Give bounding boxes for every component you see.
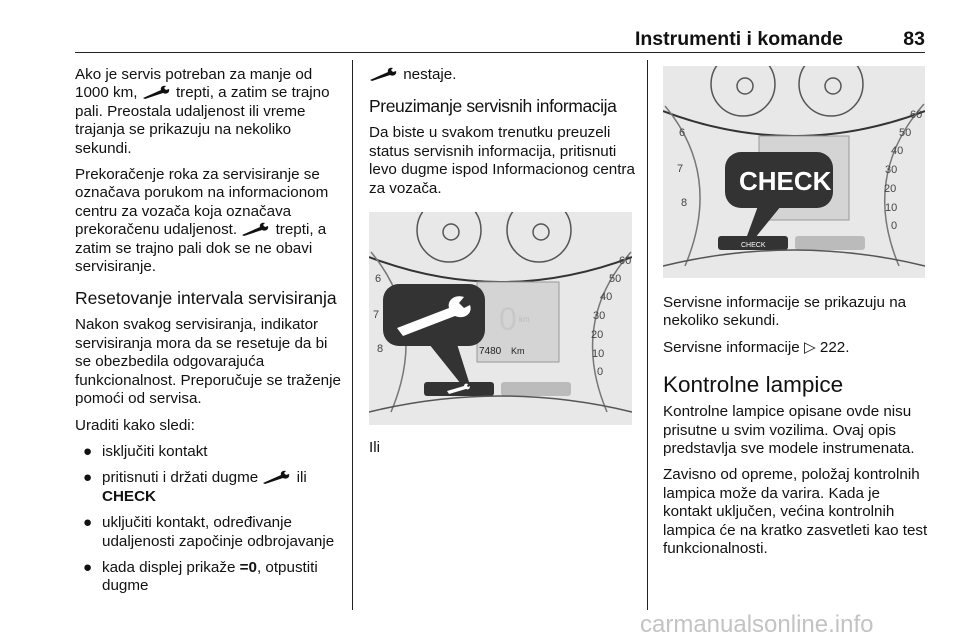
page-header-title: Instrumenti i komande	[634, 28, 843, 50]
gauge-tick-label: 40	[891, 145, 904, 157]
gauge-tick-label: 10	[885, 202, 898, 214]
right-column	[663, 66, 928, 566]
page-reference-arrow-icon: ▷	[803, 338, 816, 356]
paragraph-reference	[663, 339, 928, 357]
step-text: uključiti kontakt, određivanje udaljenosti započinje odbrojavanje	[102, 514, 335, 550]
bullet-icon: ●	[83, 558, 93, 576]
gauge-tick-label: 20	[591, 329, 604, 342]
heading-download-service-info: Preuzimanje servisnih informacija	[369, 96, 617, 117]
paragraph-steps-intro: Uraditi kako sledi:	[75, 416, 195, 434]
para2-text-after: trepti, a zatim se trajno pali dok se ne obavi servisiranje.	[75, 221, 327, 276]
page-number: 83	[903, 28, 925, 50]
wrench-icon	[142, 85, 172, 99]
figure-check-display	[663, 66, 925, 278]
gauge-tick-label: 20	[884, 183, 897, 195]
paragraph-download-info: Da biste u svakom trenutku preuzeli status servisnih informacija, pritisnuti levo dugme ispod Informacionog centra za vozača.	[369, 124, 635, 197]
footer-watermark: carmanualsonline.info	[640, 611, 874, 638]
list-item	[75, 469, 345, 506]
check-button-label: CHECK	[741, 242, 766, 249]
wrench-icon	[262, 470, 292, 484]
para1-text-before: Ako je servis potreban za manje od 1000 km,	[75, 66, 313, 102]
step-text: pritisnuti i držati dugme	[102, 469, 259, 487]
reference-page-link[interactable]: 222.	[819, 338, 850, 356]
middle-column	[369, 66, 635, 465]
gauge-tick-label: 6	[375, 273, 382, 286]
gauge-tick-label: 50	[609, 273, 622, 286]
paragraph-reset-info: Nakon svakog servisiranja, indikator servisiranja mora da se resetuje da bi se obezbedila odgovarajuća funkcionalnost. Preporučuje se traženje pomoći od servisa.	[75, 316, 341, 408]
step-text-zero: =0	[239, 558, 257, 576]
instrument-cluster-illustration	[369, 212, 632, 425]
gauge-tick-label: 60	[619, 255, 632, 268]
paragraph-overdue	[75, 166, 345, 276]
step-text: kada displej prikaže	[102, 558, 236, 576]
wrench-icon	[241, 222, 271, 236]
column-divider-right	[647, 60, 648, 610]
heading-reset-interval: Resetovanje intervala servisiranja	[75, 288, 337, 309]
steps-list	[75, 443, 345, 596]
step-text-or: ili	[296, 469, 307, 487]
disappears-text: nestaje.	[403, 66, 457, 83]
instrument-cluster-check-illustration	[663, 66, 925, 278]
gauge-tick-label: 30	[885, 164, 898, 176]
list-item	[75, 514, 345, 551]
gauge-tick-label: 10	[592, 348, 605, 361]
gauge-tick-label: 60	[910, 109, 923, 121]
paragraph-info-seconds: Servisne informacije se prikazuju na nekoliko sekundi.	[663, 294, 907, 330]
gauge-tick-label: 30	[593, 310, 606, 323]
gauge-tick-label: 8	[377, 343, 384, 356]
header-rule	[75, 52, 925, 53]
para2-text-before: Prekoračenje roka za servisiranje se označava porukom na informacionom centru za vozača koja označava prekoračenu udaljenost.	[75, 166, 329, 239]
bullet-icon: ●	[83, 469, 93, 487]
gauge-tick-label: 50	[899, 127, 912, 139]
column-divider-left	[352, 60, 353, 610]
bullet-icon: ●	[83, 514, 93, 532]
gauge-tick-label: 0	[891, 220, 898, 232]
gauge-tick-label: 0	[597, 366, 604, 379]
para1-text-after: trepti, a zatim se trajno pali. Preostala udaljenost ili vreme trajanja se prikazuju na nekoliko sekundi.	[75, 84, 330, 157]
gauge-tick-label: 6	[679, 127, 686, 139]
gauge-tick-label: 7	[677, 163, 684, 175]
paragraph-or: Ili	[369, 439, 380, 457]
paragraph-disappears	[369, 66, 635, 84]
check-callout-label: CHECK	[739, 166, 832, 196]
odometer-unit: Km	[511, 346, 525, 357]
display-unit: km	[519, 315, 530, 325]
left-column	[75, 66, 345, 604]
step-text-check: CHECK	[102, 487, 157, 505]
bullet-icon: ●	[83, 442, 93, 460]
heading-control-lamps: Kontrolne lampice	[663, 372, 844, 398]
paragraph-service-soon	[75, 66, 345, 158]
paragraph-lamps-intro: Kontrolne lampice opisane ovde nisu prisutne u svim vozilima. Ovaj opis predstavlja sve modele instrumenata.	[663, 403, 915, 458]
list-item	[75, 443, 345, 461]
reference-text: Servisne informacije	[663, 338, 800, 356]
gauge-tick-label: 40	[600, 291, 613, 304]
list-item	[75, 559, 345, 596]
wrench-icon	[369, 67, 399, 81]
display-zero: 0	[499, 301, 517, 338]
step-text-end: , otpustiti dugme	[102, 558, 318, 595]
paragraph-lamps-position: Zavisno od opreme, položaj kontrolnih lampica može da varira. Kada je kontakt uključen, većina kontrolnih lampica će na kratko zasvetleti kao test funkcionalnosti.	[663, 466, 928, 558]
odometer-value: 7480	[479, 346, 502, 358]
figure-wrench-display	[369, 212, 632, 425]
gauge-tick-label: 7	[373, 309, 380, 322]
gauge-tick-label: 8	[681, 197, 688, 209]
step-text: isključiti kontakt	[102, 442, 208, 460]
